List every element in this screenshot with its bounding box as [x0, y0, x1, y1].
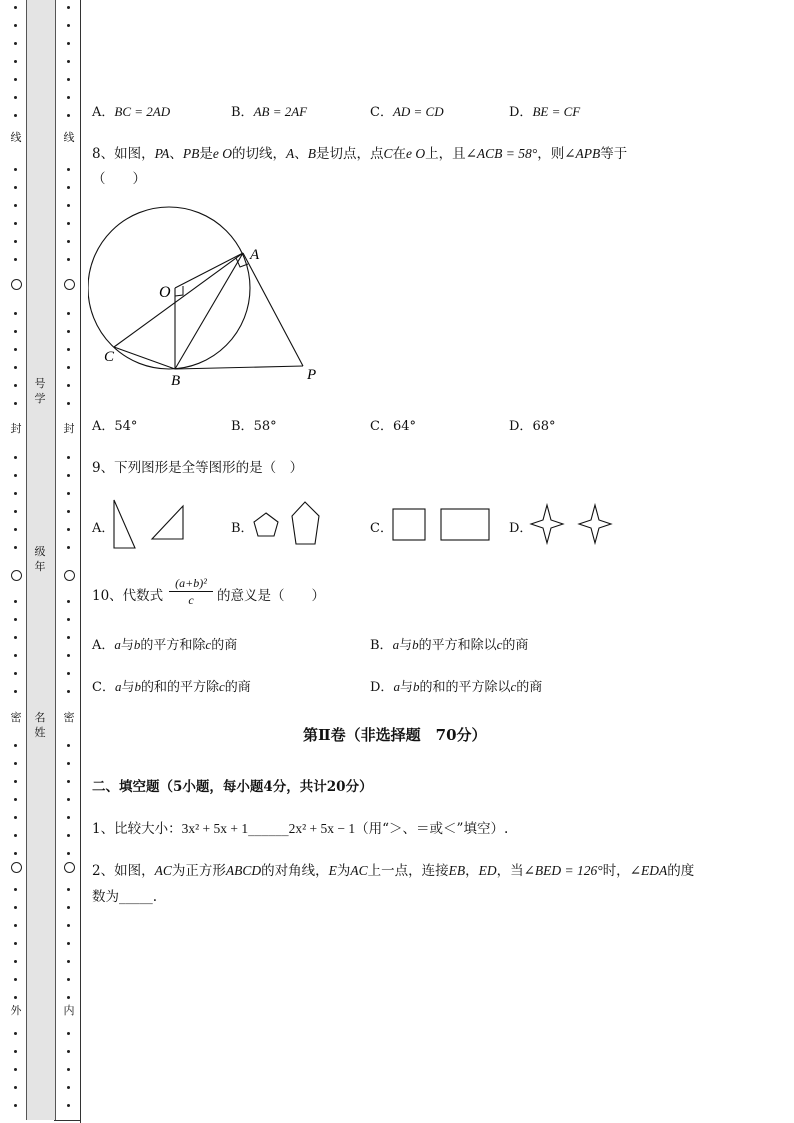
pentagon-small: [254, 513, 278, 536]
dot: [67, 1032, 70, 1035]
q7-option-b: B．AB = 2AF: [231, 104, 308, 120]
star-2: [579, 505, 611, 543]
dot: [67, 240, 70, 243]
dot: [67, 978, 70, 981]
dot: [14, 258, 17, 261]
margin-seal-label: 密: [63, 711, 75, 724]
dot: [67, 330, 70, 333]
dot: [67, 924, 70, 927]
margin-seal-label: 封: [63, 422, 75, 435]
dot: [67, 528, 70, 531]
dot: [14, 852, 17, 855]
q8-option-b: B．58°: [231, 419, 277, 434]
fill-blank-section-heading: 二、填空题（5小题，每小题4分，共计20分）: [92, 779, 373, 795]
dot: [14, 780, 17, 783]
dot: [67, 654, 70, 657]
dot: [67, 60, 70, 63]
dot: [14, 114, 17, 117]
dot: [14, 78, 17, 81]
dot: [67, 474, 70, 477]
dot: [67, 960, 70, 963]
dot: [14, 618, 17, 621]
dot: [14, 312, 17, 315]
q9-option-d-stars: [527, 502, 617, 548]
dot: [14, 240, 17, 243]
dot: [14, 222, 17, 225]
dot: [14, 402, 17, 405]
dot: [14, 492, 17, 495]
rectangle: [441, 509, 489, 540]
part2-title: 第Ⅱ卷（非选择题 70分）: [303, 726, 487, 744]
name-label: 名 姓: [34, 711, 46, 739]
q9-option-d-letter: D．: [509, 521, 533, 536]
dot: [67, 600, 70, 603]
dot: [67, 6, 70, 9]
dot: [67, 78, 70, 81]
dot: [67, 114, 70, 117]
triangle-2: [152, 506, 183, 539]
triangle-1: [114, 500, 135, 548]
q9-option-b-pentagons: [250, 496, 325, 551]
dot: [67, 42, 70, 45]
dot: [14, 96, 17, 99]
dot: [67, 1050, 70, 1053]
dot: [14, 942, 17, 945]
margin-seal-label: 外: [10, 1004, 22, 1017]
dot: [67, 384, 70, 387]
dot: [67, 780, 70, 783]
margin-border-line: [80, 0, 81, 1123]
fill-q2-line1: 2、如图，AC为正方形ABCD的对角线，E为AC上一点，连接EB，ED，当∠BED = 126°时，∠EDA的度: [92, 863, 695, 879]
dot: [14, 510, 17, 513]
dot: [14, 330, 17, 333]
label-a: A: [250, 247, 260, 263]
q8-option-c: C．64°: [370, 419, 416, 434]
binding-hole-circle: [11, 279, 22, 290]
dot: [67, 816, 70, 819]
binding-hole-circle: [64, 279, 75, 290]
dot: [14, 42, 17, 45]
dot: [14, 1068, 17, 1071]
dot: [67, 492, 70, 495]
dot: [67, 852, 70, 855]
dot: [67, 24, 70, 27]
dot: [14, 978, 17, 981]
q7-option-d: D．BE = CF: [509, 104, 581, 120]
dot: [67, 744, 70, 747]
q8-option-a: A．54°: [92, 419, 138, 434]
dot: [67, 690, 70, 693]
q9-option-c-rectangles: [388, 504, 498, 546]
square: [393, 509, 425, 540]
dot: [14, 456, 17, 459]
dot: [14, 636, 17, 639]
inner-dotted-line: [63, 0, 75, 1123]
dot: [14, 924, 17, 927]
q10-fraction: [167, 576, 215, 607]
q10-suffix: 的意义是（ ）: [217, 588, 325, 604]
dot: [14, 1032, 17, 1035]
fraction-bar: [169, 591, 213, 592]
margin-seal-label: 线: [10, 131, 22, 144]
q9-option-b-letter: B．: [231, 521, 254, 536]
dot: [14, 690, 17, 693]
dot: [14, 528, 17, 531]
dot: [14, 996, 17, 999]
margin-border-bottom: [54, 1120, 81, 1121]
margin-seal-label: 内: [63, 1004, 75, 1017]
dot: [67, 762, 70, 765]
pentagon-large: [292, 502, 319, 544]
dot: [67, 636, 70, 639]
dot: [67, 546, 70, 549]
q8-stem: 8、如图，PA、PB是e O的切线，A、B是切点，点C在e O上，且∠ACB = 58°，则∠APB等于: [92, 146, 628, 162]
q8-option-d: D．68°: [509, 419, 556, 434]
q10-option-c: C．a与b的和的平方除c的商: [92, 679, 251, 695]
q10-option-b: B．a与b的平方和除以c的商: [370, 637, 529, 653]
tangent-pa: [243, 253, 303, 366]
margin-seal-label: 封: [10, 422, 22, 435]
fraction-denominator: c: [188, 593, 194, 607]
dot: [14, 168, 17, 171]
dot: [14, 366, 17, 369]
dot: [14, 960, 17, 963]
dot: [67, 96, 70, 99]
label-c: C: [104, 349, 115, 365]
dot: [14, 474, 17, 477]
dot: [14, 1086, 17, 1089]
dot: [14, 384, 17, 387]
dot: [67, 996, 70, 999]
star-1: [531, 505, 563, 543]
label-p: P: [307, 367, 317, 383]
dot: [67, 1068, 70, 1071]
margin-seal-label: 线: [63, 131, 75, 144]
dot: [67, 798, 70, 801]
q7-option-c: C．AD = CD: [370, 104, 444, 120]
q8-answer-paren: （ ）: [92, 171, 146, 187]
dot: [14, 600, 17, 603]
binding-hole-circle: [11, 570, 22, 581]
q7-option-a: A．BC = 2AD: [92, 104, 171, 120]
dot: [14, 744, 17, 747]
dot: [14, 762, 17, 765]
dot: [67, 906, 70, 909]
fill-q1: 1、比较大小：3x² + 5x + 1______2x² + 5x − 1（用“＞、＝或＜”填空）.: [92, 821, 509, 837]
dot: [67, 888, 70, 891]
dot: [14, 798, 17, 801]
dot: [14, 654, 17, 657]
q9-option-c-letter: C．: [370, 521, 393, 536]
dot: [67, 672, 70, 675]
dot: [67, 258, 70, 261]
q10-option-d: D．a与b的和的平方除以c的商: [370, 679, 543, 695]
dot: [67, 222, 70, 225]
dot: [14, 672, 17, 675]
grade-label: 级 年: [34, 545, 46, 573]
dot: [67, 942, 70, 945]
dot: [14, 348, 17, 351]
dot: [14, 60, 17, 63]
q9-option-a-letter: A．: [92, 521, 115, 536]
fraction-numerator: (a+b)²: [175, 576, 207, 590]
segment-ac: [114, 253, 243, 347]
dot: [67, 402, 70, 405]
binding-hole-circle: [11, 862, 22, 873]
dot: [14, 1050, 17, 1053]
dot: [67, 312, 70, 315]
dot: [14, 546, 17, 549]
dot: [67, 186, 70, 189]
margin-seal-label: 密: [10, 711, 22, 724]
label-b: B: [171, 373, 181, 389]
dot: [14, 888, 17, 891]
dot: [67, 618, 70, 621]
dot: [67, 456, 70, 459]
dot: [67, 834, 70, 837]
q10-option-a: A．a与b的平方和除c的商: [92, 637, 238, 653]
q9-stem: 9、下列图形是全等图形的是（ ）: [92, 460, 304, 476]
label-o: O: [159, 284, 171, 301]
dot: [67, 168, 70, 171]
dot: [67, 510, 70, 513]
dot: [14, 204, 17, 207]
dot: [14, 6, 17, 9]
dot: [67, 348, 70, 351]
student-id-label: 号 学: [34, 377, 46, 405]
dot: [14, 186, 17, 189]
tangent-pb: [175, 366, 303, 369]
dot: [14, 24, 17, 27]
q9-option-a-triangles: [110, 496, 190, 551]
q10-prefix: 10、代数式: [92, 588, 164, 604]
outer-dotted-line: [10, 0, 22, 1123]
dot: [14, 816, 17, 819]
dot: [14, 1104, 17, 1107]
dot: [67, 1104, 70, 1107]
q8-circle-tangent-figure: [88, 200, 338, 395]
dot: [67, 204, 70, 207]
dot: [67, 1086, 70, 1089]
dot: [14, 834, 17, 837]
binding-hole-circle: [64, 862, 75, 873]
dot: [14, 906, 17, 909]
binding-hole-circle: [64, 570, 75, 581]
dot: [67, 366, 70, 369]
fill-q2-line2: 数为_____.: [92, 889, 158, 905]
